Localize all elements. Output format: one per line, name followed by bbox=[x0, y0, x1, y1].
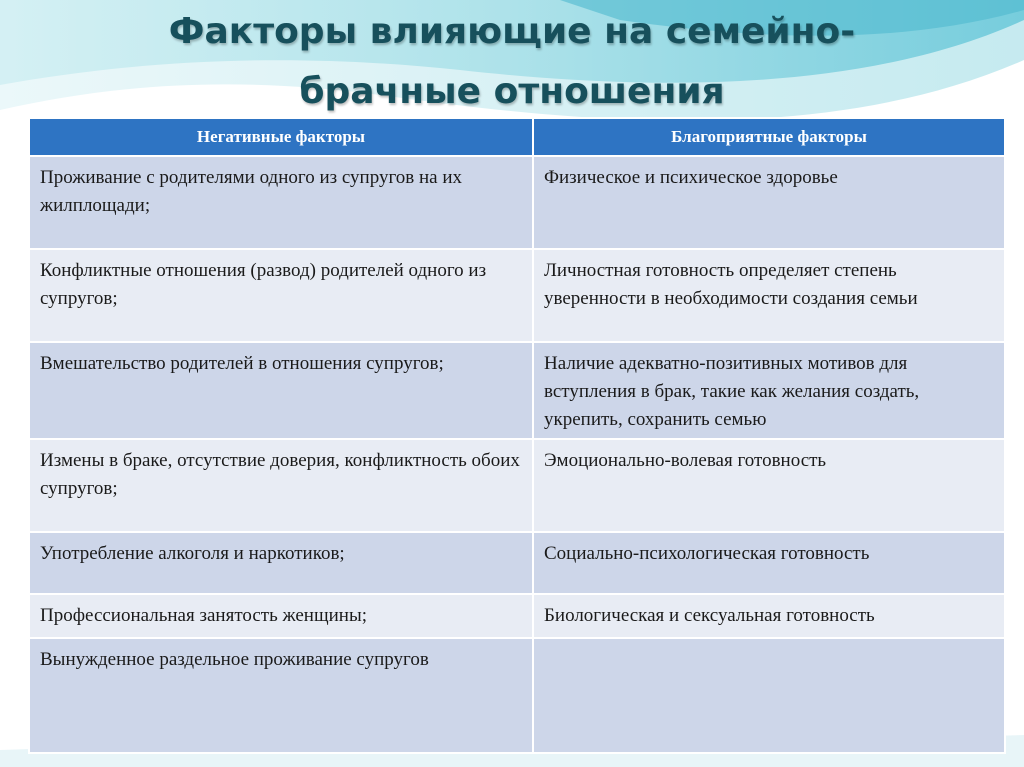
table-header-row bbox=[29, 118, 1005, 156]
header-favorable-factors: Благоприятные факторы bbox=[533, 118, 1005, 156]
negative-factor-cell: Измены в браке, отсутствие доверия, конфликтность обоих супругов; bbox=[29, 439, 533, 532]
factors-table bbox=[28, 117, 1006, 754]
negative-factor-cell: Вынужденное раздельное проживание супругов bbox=[29, 638, 533, 753]
negative-factor-cell: Употребление алкоголя и наркотиков; bbox=[29, 532, 533, 594]
favorable-factor-cell: Наличие адекватно-позитивных мотивов для вступления в брак, такие как желания создать, укрепить, сохранить семью bbox=[533, 342, 1005, 439]
table-row bbox=[29, 249, 1005, 342]
table-row bbox=[29, 156, 1005, 249]
favorable-factor-cell: Физическое и психическое здоровье bbox=[533, 156, 1005, 249]
table-row bbox=[29, 638, 1005, 753]
favorable-factor-cell: Биологическая и сексуальная готовность bbox=[533, 594, 1005, 638]
favorable-factor-cell: Социально-психологическая готовность bbox=[533, 532, 1005, 594]
slide-title-line1: Факторы влияющие на семейно- bbox=[168, 11, 856, 52]
favorable-factor-cell: Личностная готовность определяет степень уверенности в необходимости создания семьи bbox=[533, 249, 1005, 342]
header-negative-factors: Негативные факторы bbox=[29, 118, 533, 156]
table-row bbox=[29, 439, 1005, 532]
favorable-factor-cell bbox=[533, 638, 1005, 753]
negative-factor-cell: Конфликтные отношения (развод) родителей одного из супругов; bbox=[29, 249, 533, 342]
slide-title bbox=[0, 2, 1024, 122]
negative-factor-cell: Проживание с родителями одного из супругов на их жилплощади; bbox=[29, 156, 533, 249]
favorable-factor-cell: Эмоционально-волевая готовность bbox=[533, 439, 1005, 532]
negative-factor-cell: Вмешательство родителей в отношения супругов; bbox=[29, 342, 533, 439]
table-row bbox=[29, 342, 1005, 439]
negative-factor-cell: Профессиональная занятость женщины; bbox=[29, 594, 533, 638]
table-row bbox=[29, 532, 1005, 594]
table-row bbox=[29, 594, 1005, 638]
slide-title-line2: брачные отношения bbox=[299, 71, 725, 112]
